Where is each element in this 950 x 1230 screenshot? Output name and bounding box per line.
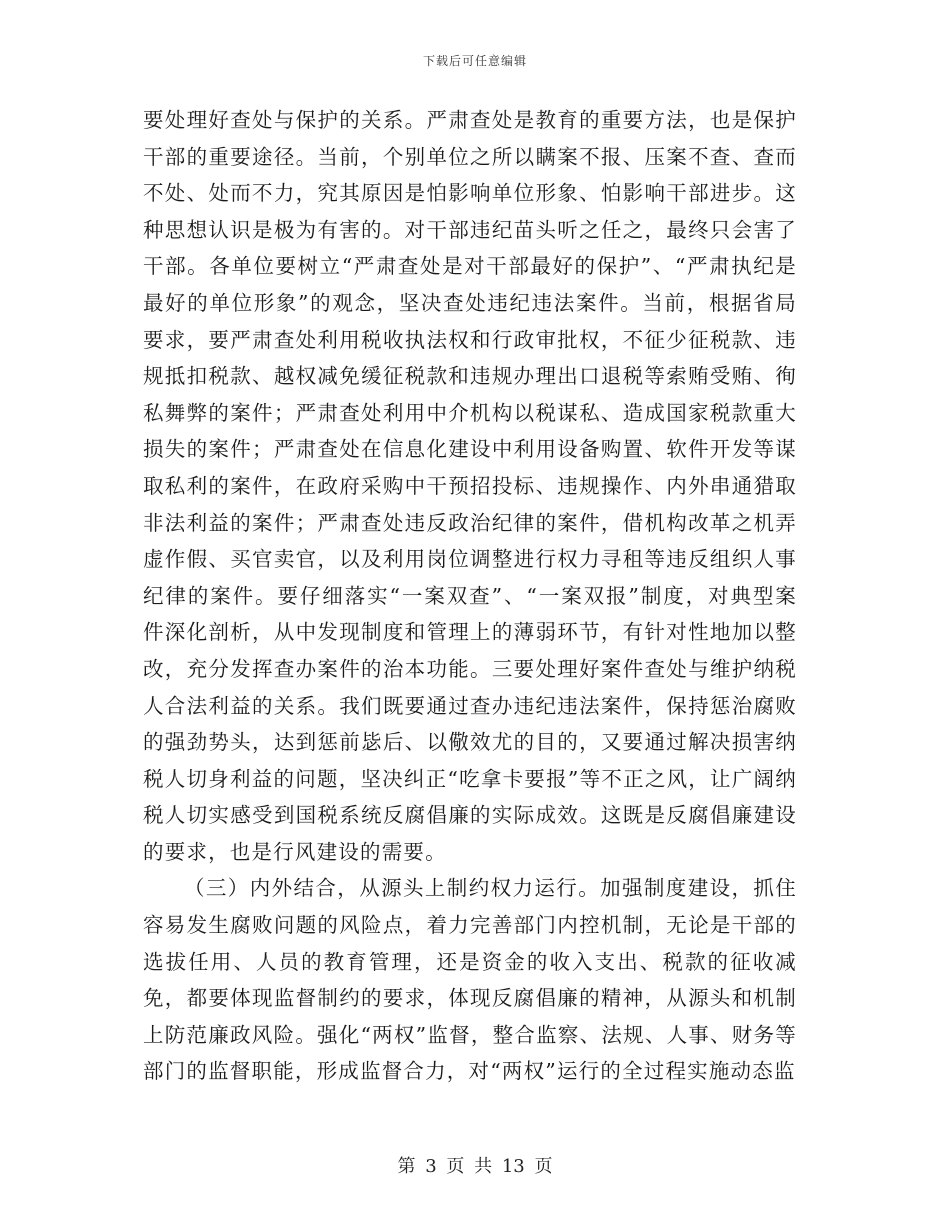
page-number: 第 3 页 共 13 页 [397, 1156, 553, 1177]
document-body [143, 102, 797, 1090]
page-header: 下载后可任意编辑 [422, 54, 527, 68]
paragraph-1: 要处理好查处与保护的关系。严肃查处是教育的重要方法，也是保护干部的重要途径。当前，个别单位之所以瞒案不报、压案不查、查而不处、处而不力，究其原因是怕影响单位形象、怕影响干部进步。这种思想认识是极为有害的。对干部违纪苗头听之任之，最终只会害了干部。各单位要树立“严肃查处是对干部最好的保护”、“严肃执纪是最好的单位形象”的观念，坚决查处违纪违法案件。当前，根据省局要求，要严肃查处利用税收执法权和行政审批权，不征少征税款、违规抵扣税款、越权减免缓征税款和违规办理出口退税等索贿受贿、徇私舞弊的案件；严肃查处利用中介机构以税谋私、造成国家税款重大损失的案件；严肃查处在信息化建设中利用设备购置、软件开发等谋取私利的案件，在政府采购中干预招投标、违规操作、内外串通猎取非法利益的案件；严肃查处违反政治纪律的案件，借机构改革之机弄虚作假、买官卖官，以及利用岗位调整进行权力寻租等违反组织人事纪律的案件。要仔细落实“一案双查”、“一案双报”制度，对典型案件深化剖析，从中发现制度和管理上的薄弱环节，有针对性地加以整改，充分发挥查办案件的治本功能。三要处理好案件查处与维护纳税人合法利益的关系。我们既要通过查办违纪违法案件，保持惩治腐败的强劲势头，达到惩前毖后、以儆效尤的目的，又要通过解决损害纳税人切身利益的问题，坚决纠正“吃拿卡要报”等不正之风，让广阔纳税人切实感受到国税系统反腐倡廉的实际成效。这既是反腐倡廉建设的要求，也是行风建设的需要。 [143, 108, 797, 864]
paragraph-2: （三）内外结合，从源头上制约权力运行。加强制度建设，抓住容易发生腐败问题的风险点，着力完善部门内控机制，无论是干部的选拔任用、人员的教育管理，还是资金的收入支出、税款的征收减免，都要体现监督制约的要求，体现反腐倡廉的精神，从源头和机制上防范廉政风险。强化“两权”监督，整合监察、法规、人事、财务等部门的监督职能，形成监督合力，对“两权”运行的全过程实施动态监 [143, 876, 797, 1084]
